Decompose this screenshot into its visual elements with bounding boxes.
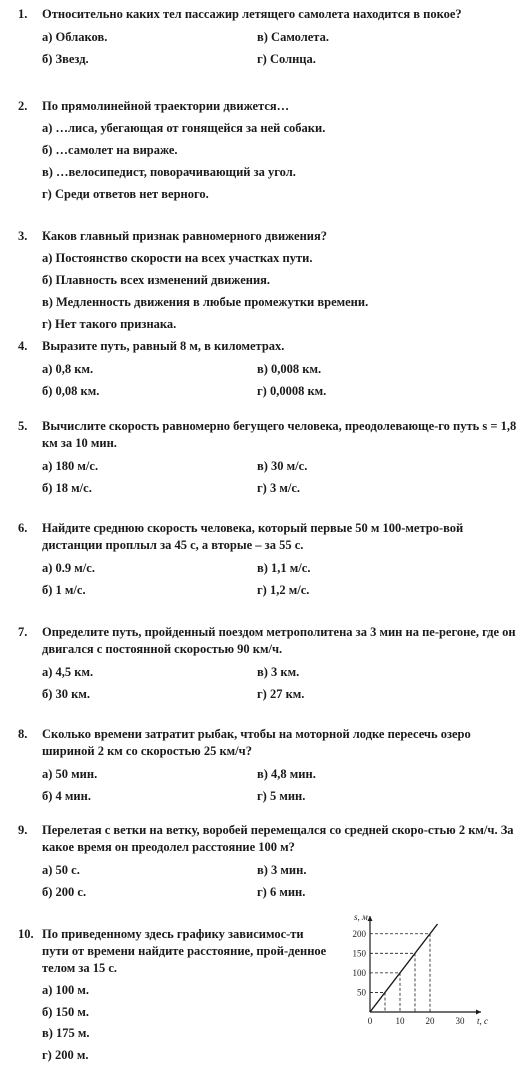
answer-options	[42, 250, 518, 333]
answer-option[interactable]: б) 200 с.	[42, 884, 87, 899]
question-text: По приведенному здесь графику зависимос-ти пути от времени найдите расстояние, прой-денное телом за 15 с.	[42, 927, 327, 975]
question-number: 8.	[18, 727, 28, 741]
answer-option[interactable]: б) 150 м.	[42, 1004, 90, 1019]
question-text: Сколько времени затратит рыбак, чтобы на моторной лодке пересечь озеро шириной 2 км со скоростью 25 км/ч?	[42, 727, 471, 758]
answer-option[interactable]: б) Плавность всех изменений движения.	[42, 272, 271, 287]
question-6	[18, 520, 518, 599]
answer-option[interactable]: б) …самолет на вираже.	[42, 142, 178, 157]
answer-option[interactable]: а) …лиса, убегающая от гонящейся за ней собаки.	[42, 120, 326, 135]
x-tick-label: 20	[425, 1016, 435, 1026]
answer-option[interactable]: г) 1,2 м/с.	[257, 582, 310, 597]
question-text: Определите путь, пройденный поездом метрополитена за 3 мин на пе-регоне, где он двигался с постоянной скоростью 90 км/ч.	[42, 625, 516, 656]
question-text: Найдите среднюю скорость человека, который первые 50 м 100-метро-вой дистанции проплыл за 45 с, а вторые – за 55 с.	[42, 521, 464, 552]
answer-option[interactable]: а) 50 с.	[42, 862, 80, 877]
answer-options	[42, 29, 518, 68]
answer-option[interactable]: а) 50 мин.	[42, 766, 98, 781]
question-number: 3.	[18, 229, 28, 243]
question-text: Вычислите скорость равномерно бегущего человека, преодолевающе-го путь s = 1,8 км за 10 мин.	[42, 419, 517, 450]
x-tick-label: 0	[367, 1016, 373, 1026]
question-5	[18, 418, 518, 497]
y-tick-label: 50	[357, 987, 366, 998]
question-text: По прямолинейной траектории движется…	[42, 99, 290, 113]
question-number: 4.	[18, 339, 28, 353]
answer-option[interactable]: г) Солнца.	[257, 51, 316, 66]
answer-option[interactable]: а) 4,5 км.	[42, 664, 94, 679]
answer-option[interactable]: в) …велосипедист, поворачивающий за угол.	[42, 164, 296, 179]
answer-options	[42, 458, 518, 497]
answer-option[interactable]: в) 4,8 мин.	[257, 766, 316, 781]
answer-option[interactable]: в) 1,1 м/с.	[257, 560, 311, 575]
answer-options	[42, 862, 518, 901]
question-4	[18, 338, 518, 400]
x-tick-label: 10	[395, 1016, 405, 1026]
question-8	[18, 726, 518, 805]
answer-option[interactable]: в) 30 м/с.	[257, 458, 308, 473]
question-1	[18, 6, 518, 68]
answer-option[interactable]: б) 30 км.	[42, 686, 91, 701]
question-number: 2.	[18, 99, 28, 113]
answer-option[interactable]: г) Среди ответов нет верного.	[42, 186, 209, 201]
y-tick-label: 200	[352, 928, 366, 939]
question-number: 9.	[18, 823, 28, 837]
answer-option[interactable]: в) 3 км.	[257, 664, 300, 679]
answer-option[interactable]: в) 0,008 км.	[257, 361, 322, 376]
answer-option[interactable]: в) 175 м.	[42, 1026, 90, 1041]
answer-options	[42, 120, 518, 203]
answer-option[interactable]: г) 200 м.	[42, 1048, 89, 1063]
y-tick-label: 100	[352, 967, 366, 978]
answer-option[interactable]: б) 4 мин.	[42, 788, 91, 803]
answer-option[interactable]: г) 27 км.	[257, 686, 305, 701]
y-axis-arrow	[368, 916, 373, 921]
question-9	[18, 822, 518, 901]
answer-option[interactable]: а) Постоянство скорости на всех участках пути.	[42, 250, 313, 265]
answer-option[interactable]: б) 18 м/с.	[42, 480, 92, 495]
answer-option[interactable]: б) Звезд.	[42, 51, 89, 66]
question-2	[18, 98, 518, 202]
question-number: 1.	[18, 7, 28, 21]
answer-options	[42, 361, 518, 400]
answer-option[interactable]: б) 0,08 км.	[42, 383, 100, 398]
answer-option[interactable]: а) Облаков.	[42, 29, 108, 44]
question-text: Каков главный признак равномерного движения?	[42, 229, 328, 243]
answer-option[interactable]: а) 100 м.	[42, 982, 90, 997]
answer-options	[42, 560, 518, 599]
answer-option[interactable]: г) 0,0008 км.	[257, 383, 327, 398]
answer-option[interactable]: в) 3 мин.	[257, 862, 307, 877]
x-axis-label: t, c	[477, 1016, 488, 1026]
question-number: 10.	[18, 927, 34, 941]
question-text: Относительно каких тел пассажир летящего самолета находится в покое?	[42, 7, 462, 21]
y-axis-label: s, м	[354, 912, 368, 922]
question-number: 7.	[18, 625, 28, 639]
answer-option[interactable]: в) Медленность движения в любые промежутки времени.	[42, 294, 369, 309]
x-tick-label: 30	[455, 1016, 465, 1026]
answer-option[interactable]: г) 3 м/с.	[257, 480, 300, 495]
question-text: Перелетая с ветки на ветку, воробей перемещался со средней скоро-стью 2 км/ч. За какое время он преодолел расстояние 100 м?	[42, 823, 514, 854]
question-number: 5.	[18, 419, 28, 433]
answer-options	[42, 766, 518, 805]
distance-time-graph	[340, 912, 490, 1036]
answer-options	[42, 664, 518, 703]
answer-option[interactable]: в) Самолета.	[257, 29, 329, 44]
x-axis-arrow	[476, 1010, 481, 1015]
distance-line	[370, 924, 438, 1012]
question-number: 6.	[18, 521, 28, 535]
answer-option[interactable]: г) 6 мин.	[257, 884, 306, 899]
answer-option[interactable]: а) 0,8 км.	[42, 361, 94, 376]
answer-option[interactable]: г) Нет такого признака.	[42, 316, 177, 331]
y-tick-label: 150	[352, 948, 366, 959]
answer-option[interactable]: б) 1 м/с.	[42, 582, 86, 597]
graph-svg	[340, 912, 490, 1036]
answer-option[interactable]: а) 180 м/с.	[42, 458, 99, 473]
question-text: Выразите путь, равный 8 м, в километрах.	[42, 339, 285, 353]
question-7	[18, 624, 518, 703]
answer-option[interactable]: г) 5 мин.	[257, 788, 306, 803]
answer-option[interactable]: а) 0.9 м/с.	[42, 560, 95, 575]
question-3	[18, 228, 518, 332]
